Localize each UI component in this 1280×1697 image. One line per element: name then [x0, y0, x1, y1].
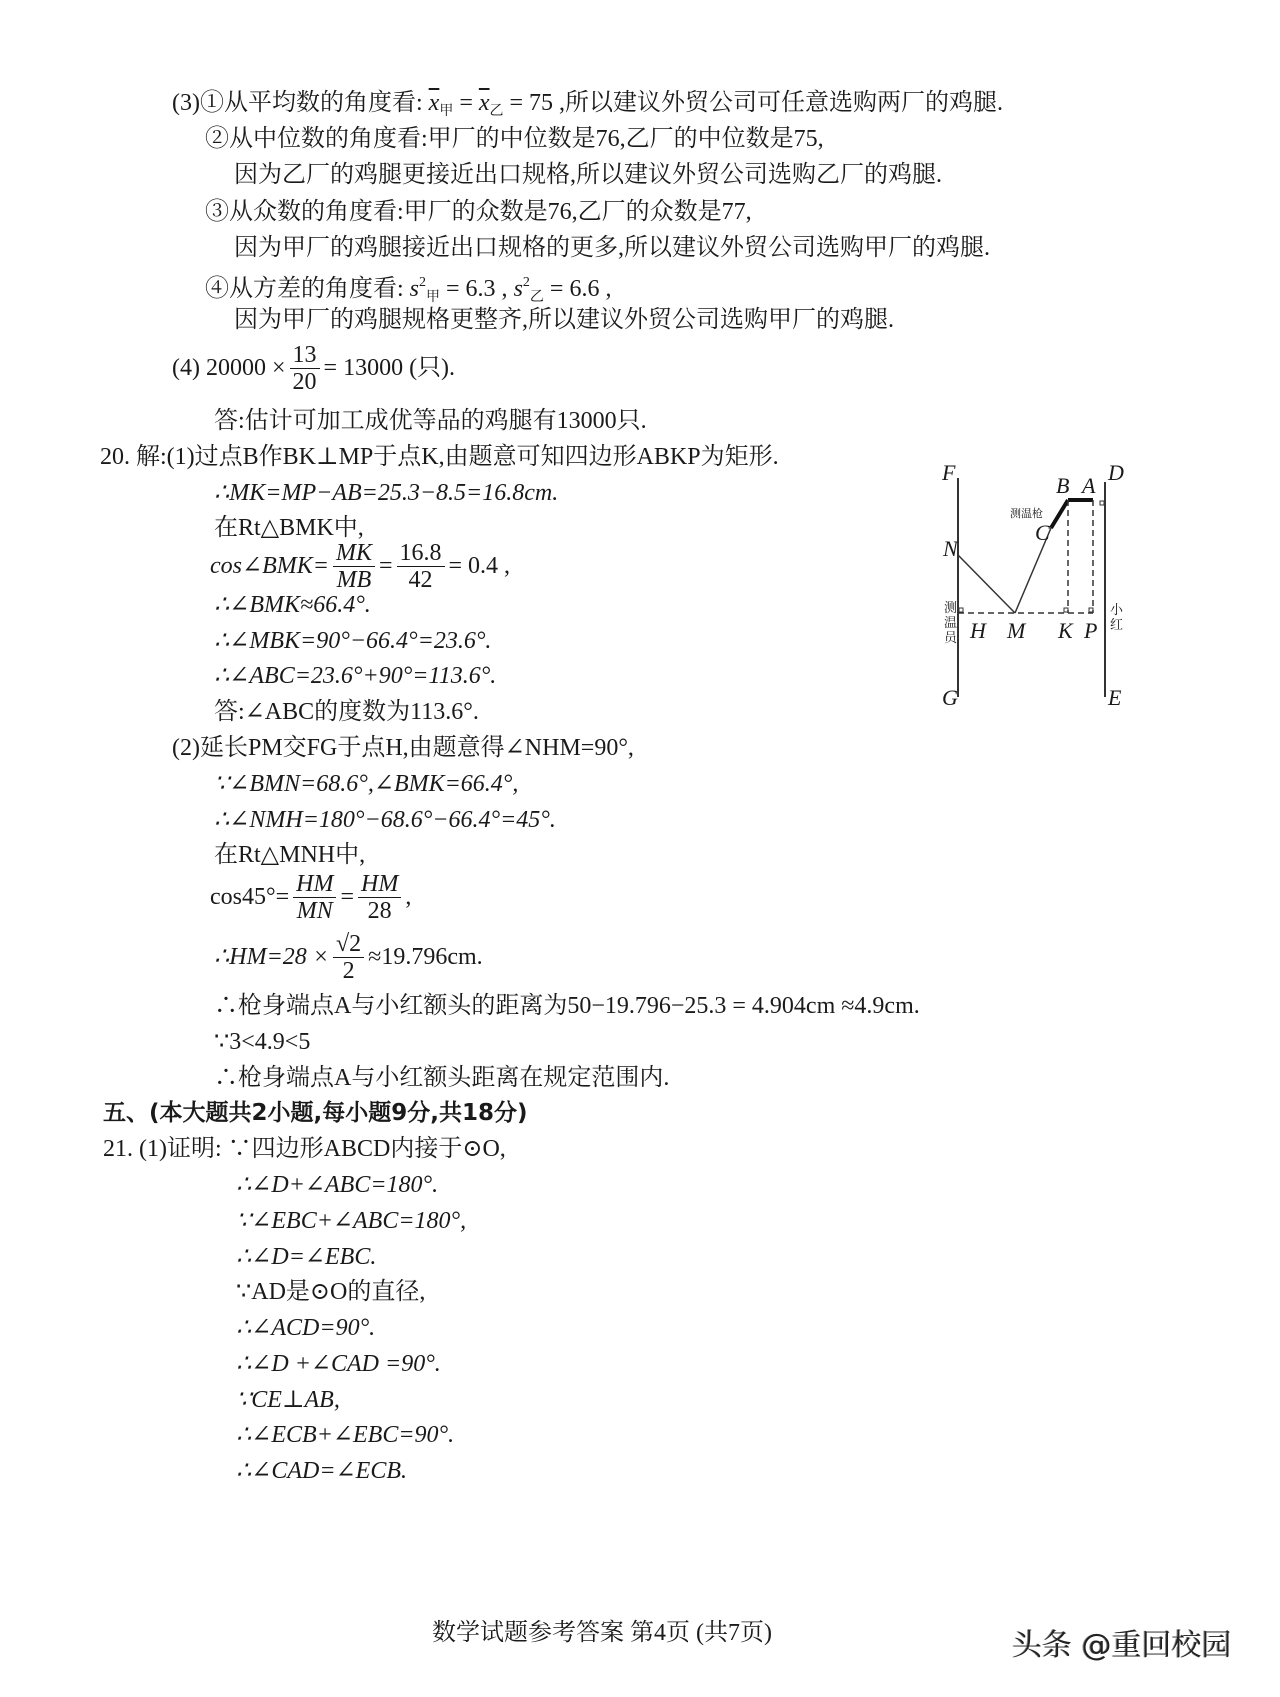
label-xiaohong-1: 小 — [1110, 603, 1124, 618]
q21-step-1: ∴∠D+∠ABC=180°. — [236, 1172, 439, 1198]
label-a: A — [1082, 473, 1096, 498]
q21-step-7: ∵CE⊥AB, — [236, 1387, 340, 1413]
q19-p3-mode-line: ③从众数的角度看:甲厂的众数是76,乙厂的众数是77, — [205, 199, 752, 225]
q20-rt-bmk: 在Rt△BMK中, — [214, 515, 364, 541]
fraction — [333, 931, 364, 984]
q19-p3-median-conclusion: 因为乙厂的鸡腿更接近出口规格,所以建议外贸公司选购乙厂的鸡腿. — [234, 162, 942, 188]
text: , — [405, 884, 412, 910]
s-symbol: s — [409, 276, 420, 302]
text: cos∠BMK= — [210, 553, 329, 579]
right-angle-h — [959, 608, 963, 612]
text: = — [453, 90, 479, 116]
segment-nm — [958, 555, 1015, 613]
q20-conclusion: ∴枪身端点A与小红额头距离在规定范围内. — [214, 1065, 670, 1091]
subscript: 乙 — [529, 290, 544, 305]
q21-proof-intro: 21. (1)证明: ∵四边形ABCD内接于⊙O, — [103, 1136, 506, 1162]
numerator: √2 — [333, 931, 364, 958]
label-k: K — [1058, 618, 1073, 643]
page-footer: 数学试题参考答案 第4页 (共7页) — [432, 1620, 772, 1646]
q19-p4-calc — [172, 338, 455, 398]
fraction — [397, 540, 445, 593]
q20-angle-bmk: ∴∠BMK≈66.4°. — [214, 592, 371, 618]
q21-step-3: ∴∠D=∠EBC. — [236, 1244, 377, 1270]
label-c: C — [1035, 520, 1050, 545]
q20-answer-1: 答:∠ABC的度数为113.6°. — [214, 699, 479, 725]
denominator: MN — [296, 897, 333, 924]
numerator: 16.8 — [397, 540, 445, 567]
text: = 75 ,所以建议外贸公司可任意选购两厂的鸡腿. — [503, 90, 1004, 116]
superscript: 2 — [522, 275, 530, 290]
q19-p3-mode-conclusion: 因为甲厂的鸡腿接近出口规格的更多,所以建议外贸公司选购甲厂的鸡腿. — [234, 235, 990, 261]
q20-distance-calc: ∴枪身端点A与小红额头的距离为50−19.796−25.3 = 4.904cm ≈4.9cm. — [214, 993, 920, 1019]
text: = 6.3 , — [440, 276, 514, 302]
numerator: MK — [333, 540, 375, 567]
label-f: F — [942, 460, 956, 485]
label-tester-2: 温 — [944, 616, 958, 631]
text: = 6.6 , — [543, 276, 612, 302]
numerator: HM — [358, 871, 401, 898]
q20-cos45 — [210, 866, 411, 928]
q21-step-5: ∴∠ACD=90°. — [236, 1315, 376, 1341]
q20-mk-calc: ∴MK=MP−AB=25.3−8.5=16.8cm. — [214, 480, 559, 506]
label-gun: 测温枪 — [1010, 507, 1043, 520]
text: cos45°= — [210, 884, 290, 910]
denominator: 28 — [367, 897, 392, 924]
label-xiaohong-2: 红 — [1110, 618, 1124, 633]
subscript: 乙 — [489, 104, 504, 119]
q19-p4-answer: 答:估计可加工成优等品的鸡腿有13000只. — [214, 408, 647, 434]
label-b: B — [1056, 473, 1070, 498]
q19-p3-mean-line — [172, 88, 1003, 127]
text: ≈19.796cm. — [368, 944, 483, 970]
q20-range-check: ∵3<4.9<5 — [214, 1029, 311, 1055]
superscript: 2 — [419, 275, 427, 290]
text: ∴HM=28 × — [214, 944, 329, 970]
label-d: D — [1108, 460, 1124, 485]
numerator: HM — [293, 871, 336, 898]
q20-cos-bmk — [210, 535, 510, 597]
watermark: 头条 @重回校园 — [1012, 1628, 1232, 1663]
label-n: N — [943, 536, 958, 561]
q20-part2-intro: (2)延长PM交FG于点H,由题意得∠NHM=90°, — [172, 735, 634, 761]
q21-step-4: ∵AD是⊙O的直径, — [236, 1279, 426, 1305]
q21-step-9: ∴∠CAD=∠ECB. — [236, 1458, 408, 1484]
q20-angle-nmh: ∴∠NMH=180°−68.6°−66.4°=45°. — [214, 807, 556, 833]
geometry-diagram — [942, 460, 1130, 710]
q19-p3-variance-conclusion: 因为甲厂的鸡腿规格更整齐,所以建议外贸公司选购甲厂的鸡腿. — [234, 307, 894, 333]
text: = 13000 (只). — [323, 355, 456, 381]
text: (3)①从平均数的角度看: — [172, 90, 429, 116]
text: = — [340, 884, 354, 910]
label-e: E — [1108, 685, 1122, 710]
label-p: P — [1084, 618, 1098, 643]
s-symbol: s — [513, 276, 523, 302]
q21-step-2: ∵∠EBC+∠ABC=180°, — [236, 1208, 467, 1234]
denominator: 20 — [292, 368, 317, 395]
subscript: 甲 — [426, 290, 441, 305]
fraction — [358, 871, 401, 924]
denominator: MB — [336, 566, 372, 593]
text: = 0.4 , — [448, 553, 511, 579]
text: (4) 20000 × — [172, 355, 286, 381]
gun-body-cb — [1051, 500, 1068, 528]
q20-angle-mbk: ∴∠MBK=90°−66.4°=23.6°. — [214, 628, 492, 654]
q20-rt-mnh: 在Rt△MNH中, — [214, 842, 366, 868]
right-angle-a — [1100, 501, 1104, 505]
denominator: 2 — [342, 957, 355, 984]
fraction — [293, 871, 336, 924]
q21-step-8: ∴∠ECB+∠EBC=90°. — [236, 1422, 455, 1448]
label-m: M — [1007, 618, 1026, 643]
subscript: 甲 — [439, 104, 454, 119]
numerator: 13 — [290, 342, 320, 369]
q20-hm-calc — [214, 926, 483, 988]
fraction — [290, 342, 320, 395]
q20-given-angles: ∵∠BMN=68.6°,∠BMK=66.4°, — [214, 771, 519, 797]
label-g: G — [942, 685, 958, 710]
fraction — [333, 540, 375, 593]
q19-p3-median-line: ②从中位数的角度看:甲厂的中位数是76,乙厂的中位数是75, — [205, 126, 824, 152]
q20-angle-abc: ∴∠ABC=23.6°+90°=113.6°. — [214, 663, 497, 689]
xbar-symbol: $\overline{x}$ — [428, 90, 440, 116]
denominator: 42 — [408, 566, 433, 593]
q21-step-6: ∴∠D +∠CAD =90°. — [236, 1351, 441, 1377]
label-h: H — [970, 618, 986, 643]
text: ④从方差的角度看: — [205, 276, 410, 302]
label-tester-1: 测 — [944, 601, 958, 616]
q20-intro: 20. 解:(1)过点B作BK⊥MP于点K,由题意可知四边形ABKP为矩形. — [100, 444, 779, 470]
text: = — [378, 553, 393, 579]
xbar-symbol: $\overline{x}$ — [478, 90, 490, 116]
label-tester-3: 员 — [944, 631, 958, 646]
section-5-heading: 五、(本大题共2小题,每小题9分,共18分) — [103, 1100, 528, 1126]
